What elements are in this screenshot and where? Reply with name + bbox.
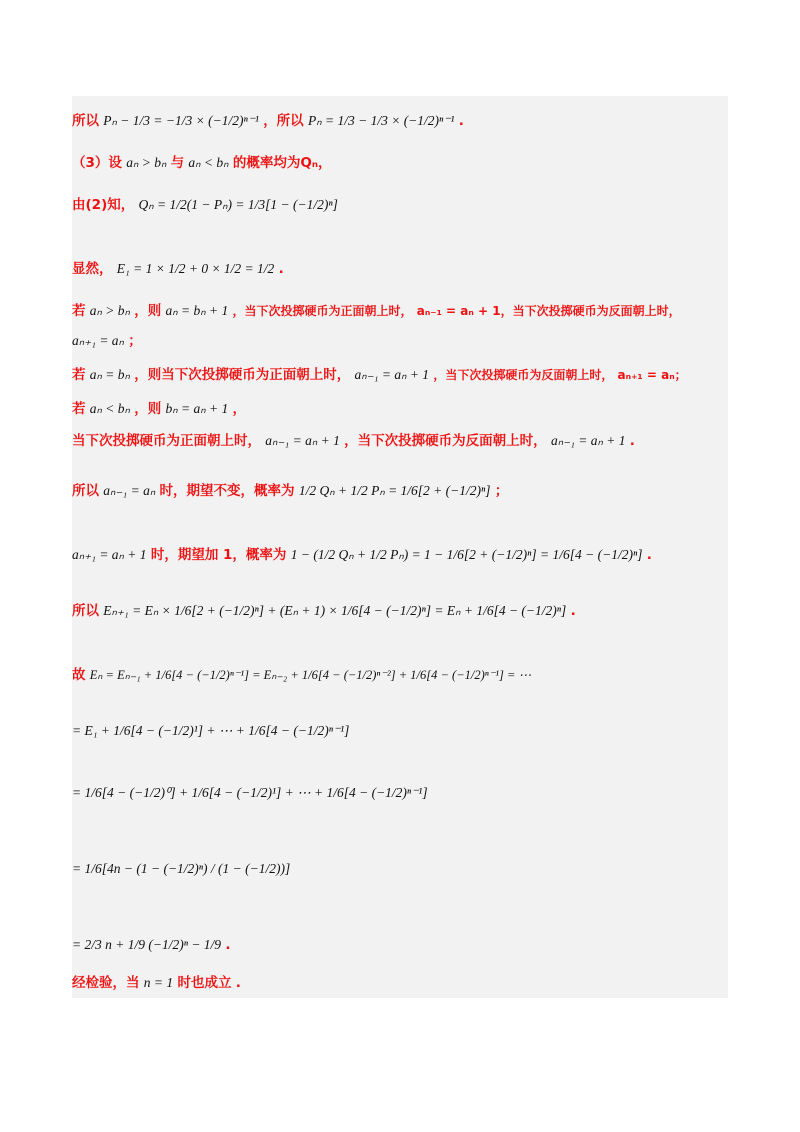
text-line-7: 若 aₙ = bₙ ，则当下次投掷硬币为正面朝上时， aₙ₋₁ = aₙ + 1 ，当下次投掷硬币为反面朝上时， aₙ₊₁ = aₙ；	[72, 367, 687, 383]
text-line-18: 经检验，当 n = 1 时也成立 .	[72, 975, 241, 991]
text-line-5: 若 aₙ > bₙ ，则 aₙ = bₙ + 1 ，当下次投掷硬币为正面朝上时， aₙ₋₁ = aₙ + 1，当下次投掷硬币为反面朝上时，	[72, 303, 681, 319]
text-line-17: = 2/3 n + 1/9 (−1/2)ⁿ − 1/9 .	[72, 937, 231, 953]
text-line-16: = 1/6[4n − (1 − (−1/2)ⁿ) / (1 − (−1/2))]	[72, 861, 291, 876]
text-line-14: = E₁ + 1/6[4 − (−1/2)¹] + ⋯ + 1/6[4 − (−1/2)ⁿ⁻¹]	[72, 723, 350, 738]
text-line-8: 若 aₙ < bₙ ，则 bₙ = aₙ + 1 ，	[72, 401, 247, 417]
text-line-2: （3）设 aₙ > bₙ 与 aₙ < bₙ 的概率均为Qₙ，	[72, 155, 332, 171]
text-line-3: 由(2)知， Qₙ = 1/2(1 − Pₙ) = 1/3[1 − (−1/2)ⁿ]	[72, 197, 338, 213]
text-line-15: = 1/6[4 − (−1/2)⁰] + 1/6[4 − (−1/2)¹] + ⋯ + 1/6[4 − (−1/2)ⁿ⁻¹]	[72, 785, 428, 800]
text-line-1: 所以 Pₙ − 1/3 = −1/3 × (−1/2)ⁿ⁻¹ ，所以 Pₙ = 1/3 − 1/3 × (−1/2)ⁿ⁻¹ .	[72, 113, 464, 129]
text-line-11: aₙ₊₁ = aₙ + 1 时，期望加 1，概率为 1 − (1/2 Qₙ + 1/2 Pₙ) = 1 − 1/6[2 + (−1/2)ⁿ] = 1/6[4 − (−1/2)ⁿ] .	[72, 547, 652, 563]
solution-panel	[72, 96, 728, 998]
text-line-10: 所以 aₙ₋₁ = aₙ 时，期望不变，概率为 1/2 Qₙ + 1/2 Pₙ = 1/6[2 + (−1/2)ⁿ] ；	[72, 483, 509, 499]
text-line-9: 当下次投掷硬币为正面朝上时， aₙ₋₁ = aₙ + 1 ，当下次投掷硬币为反面朝上时， aₙ₋₁ = aₙ + 1 .	[72, 433, 635, 449]
text-line-13: 故 Eₙ = Eₙ₋₁ + 1/6[4 − (−1/2)ⁿ⁻¹] = Eₙ₋₂ + 1/6[4 − (−1/2)ⁿ⁻²] + 1/6[4 − (−1/2)ⁿ⁻¹] = ⋯	[72, 667, 532, 683]
text-line-6: aₙ₊₁ = aₙ ；	[72, 333, 142, 349]
text-line-4: 显然， E₁ = 1 × 1/2 + 0 × 1/2 = 1/2 .	[72, 261, 284, 277]
text-line-12: 所以 Eₙ₊₁ = Eₙ × 1/6[2 + (−1/2)ⁿ] + (Eₙ + 1) × 1/6[4 − (−1/2)ⁿ] = Eₙ + 1/6[4 − (−1/2)ⁿ] .	[72, 603, 576, 619]
